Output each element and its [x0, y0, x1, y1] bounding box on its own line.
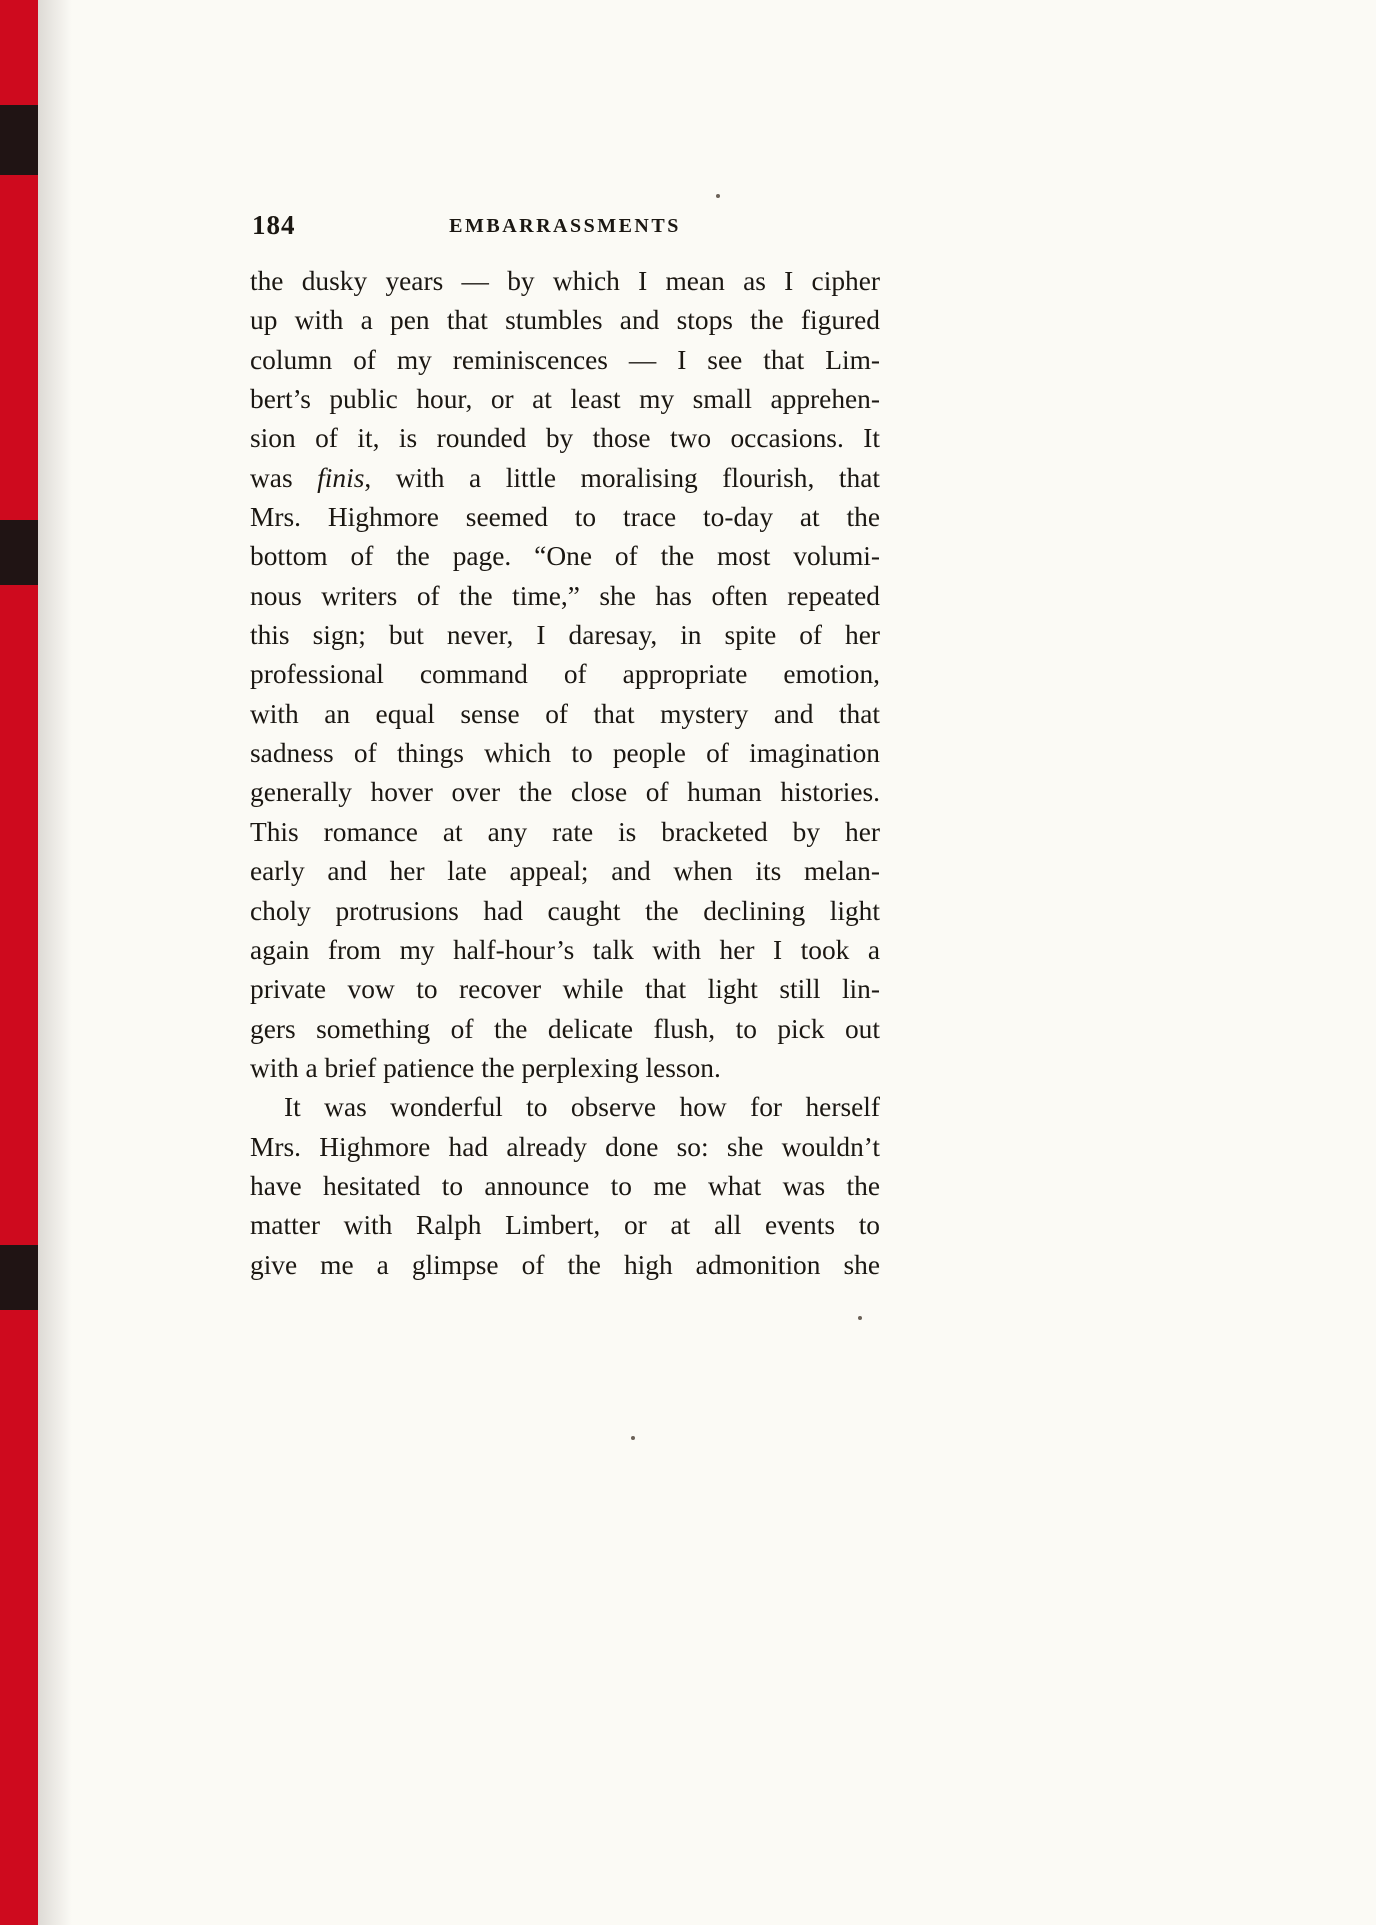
scan-speck — [716, 194, 720, 198]
page-gutter-shadow — [38, 0, 72, 1925]
text-line: column of my reminiscences — I see that Lim- — [250, 344, 880, 375]
page-edge-strip — [0, 0, 38, 1925]
text-line: sadness of things which to people of imagination — [250, 738, 880, 769]
text-line: matter with Ralph Limbert, or at all events to — [250, 1210, 880, 1241]
text-line: up with a pen that stumbles and stops the figured — [250, 305, 880, 336]
text-line: This romance at any rate is bracketed by her — [250, 816, 880, 847]
text-line: have hesitated to announce to me what was the — [250, 1170, 880, 1201]
text-line: give me a glimpse of the high admonition she — [250, 1249, 880, 1280]
scan-speck — [631, 1436, 635, 1440]
edge-strip-segment — [0, 175, 38, 520]
text-run-italic: finis — [317, 462, 365, 493]
text-line: generally hover over the close of human histories. — [250, 777, 880, 808]
text-line: this sign; but never, I daresay, in spite of her — [250, 620, 880, 651]
text-line: It was wonderful to observe how for herself — [284, 1092, 880, 1123]
edge-strip-segment — [0, 1245, 38, 1310]
edge-strip-segment — [0, 0, 38, 105]
text-line — [250, 459, 880, 498]
text-run: , with a little moralising flourish, that — [364, 462, 880, 493]
text-line: gers something of the delicate flush, to pick out — [250, 1013, 880, 1044]
text-line: choly protrusions had caught the declining light — [250, 895, 880, 926]
text-line: Mrs. Highmore had already done so: she wouldn’t — [250, 1131, 880, 1162]
body-text — [250, 262, 880, 1285]
edge-strip-segment — [0, 520, 38, 585]
page-header — [250, 210, 880, 244]
text-line: sion of it, is rounded by those two occasions. It — [250, 423, 880, 454]
text-line: early and her late appeal; and when its melan- — [250, 856, 880, 887]
text-line: private vow to recover while that light still lin- — [250, 974, 880, 1005]
text-line: again from my half-hour’s talk with her I took a — [250, 934, 880, 965]
edge-strip-segment — [0, 585, 38, 1245]
scan-speck — [858, 1316, 862, 1320]
text-run: was — [250, 462, 318, 493]
text-line: with an equal sense of that mystery and that — [250, 698, 880, 729]
text-line: professional command of appropriate emotion, — [250, 659, 880, 690]
text-line: the dusky years — by which I mean as I cipher — [250, 266, 880, 296]
text-line: bottom of the page. “One of the most volumi- — [250, 541, 880, 572]
edge-strip-segment — [0, 105, 38, 175]
text-line: nous writers of the time,” she has often repeated — [250, 580, 880, 611]
text-line: Mrs. Highmore seemed to trace to-day at the — [250, 502, 880, 533]
text-line: with a brief patience the perplexing lesson. — [250, 1052, 721, 1083]
text-line: bert’s public hour, or at least my small apprehen- — [250, 384, 880, 415]
running-header: EMBARRASSMENTS — [449, 215, 681, 237]
edge-strip-segment — [0, 1310, 38, 1925]
page-number: 184 — [252, 210, 296, 240]
